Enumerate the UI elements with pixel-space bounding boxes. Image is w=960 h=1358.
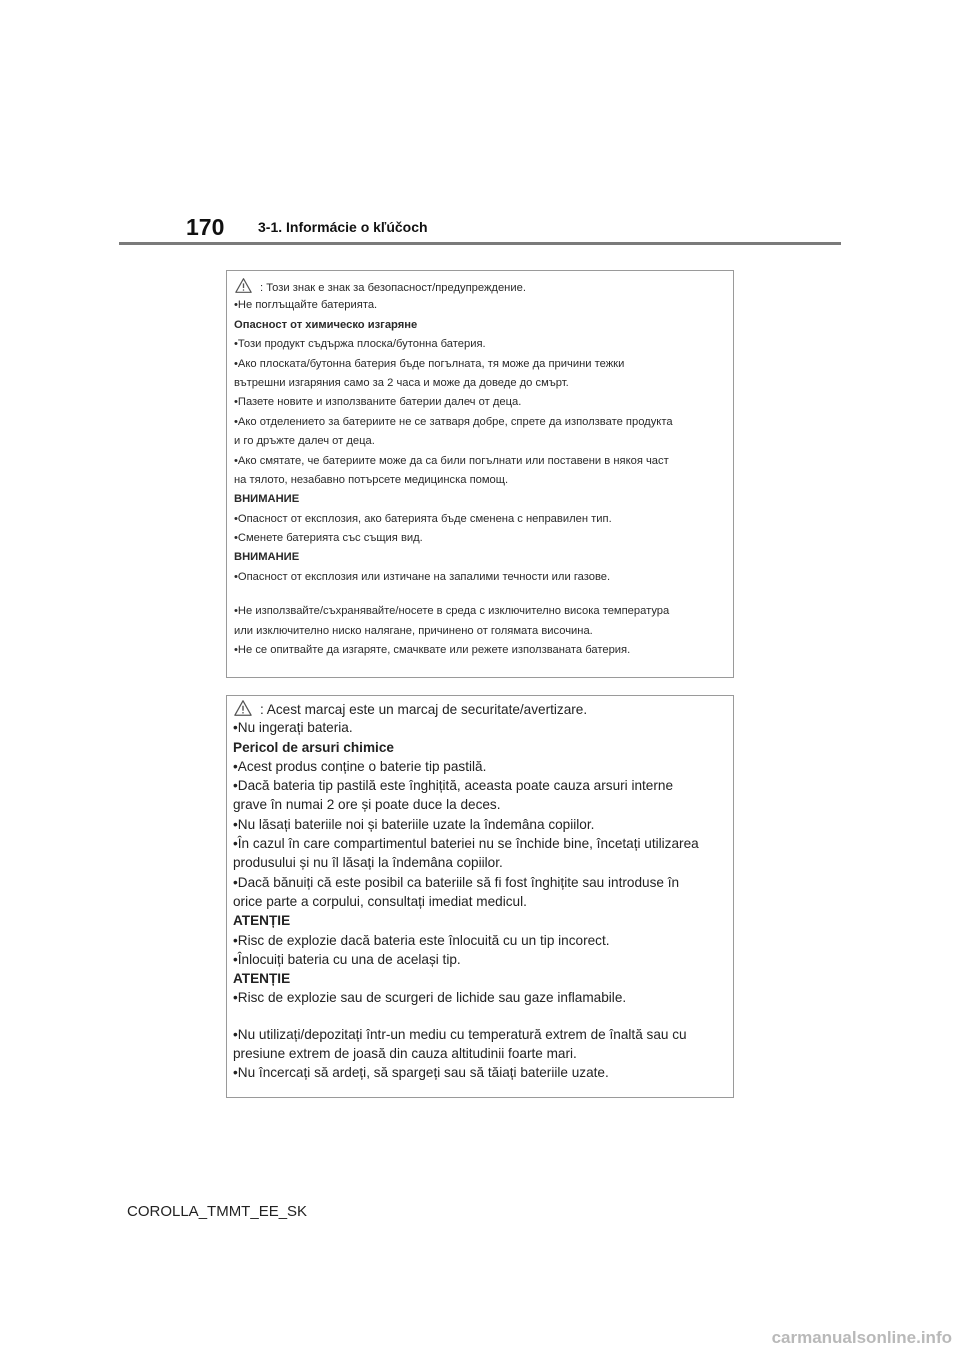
warning-line-text: Опасност от химическо изгаряне bbox=[234, 318, 418, 331]
warning-line bbox=[233, 1044, 733, 1063]
warning-heading bbox=[233, 738, 733, 757]
warning-line-text: ATENȚIE bbox=[233, 913, 291, 929]
warning-line bbox=[234, 568, 733, 587]
warning-line bbox=[234, 355, 733, 374]
warning-line-text: •În cazul în care compartimentul bateriei nu se închide bine, încetați utilizarea bbox=[233, 836, 699, 852]
warning-line-text: вътрешни изгаряния само за 2 часа и може да доведе до смърт. bbox=[234, 376, 569, 389]
warning-line-text: •Nu lăsați bateriile noi și bateriile uzate la îndemâna copiilor. bbox=[233, 816, 595, 832]
section-title: 3-1. Informácie o kľúčoch bbox=[258, 219, 428, 235]
warning-line bbox=[234, 432, 733, 451]
warning-line bbox=[234, 471, 733, 490]
warning-line-text: на тялото, незабавно потърсете медицинска помощ. bbox=[234, 473, 509, 486]
warning-line bbox=[233, 1063, 733, 1082]
warning-line bbox=[233, 718, 733, 737]
warning-line-text: ВНИМАНИЕ bbox=[234, 551, 300, 564]
warning-heading bbox=[233, 969, 733, 988]
warning-line bbox=[233, 815, 733, 834]
warning-line bbox=[234, 413, 733, 432]
warning-line bbox=[234, 296, 733, 315]
warning-line bbox=[233, 988, 733, 1007]
warning-line-text: : Acest marcaj este un marcaj de securitate/avertizare. bbox=[260, 702, 588, 717]
warning-line-text: •Nu utilizați/depozitați într-un mediu cu temperatură extrem de înaltă sau cu bbox=[233, 1026, 687, 1042]
warning-line-text: или изключително ниско налягане, причинено от голямата височина. bbox=[234, 624, 593, 637]
warning-line bbox=[233, 795, 733, 814]
warning-heading bbox=[234, 316, 733, 335]
watermark: carmanualsonline.info bbox=[771, 1328, 952, 1347]
warning-line bbox=[234, 335, 733, 354]
warning-line-text: •Nu încercați să ardeți, să spargeți sau să tăiați bateriile uzate. bbox=[233, 1065, 609, 1081]
warning-line bbox=[234, 529, 733, 548]
warning-line bbox=[234, 393, 733, 412]
warning-line-text: •Опасност от експлозия или изтичане на запалими течности или газове. bbox=[234, 570, 611, 583]
warning-line bbox=[234, 374, 733, 393]
warning-line-text: produsului și nu îl lăsați la îndemâna copiilor. bbox=[233, 855, 503, 871]
warning-heading bbox=[233, 911, 733, 930]
warning-line bbox=[233, 931, 733, 950]
warning-line-text: grave în numai 2 ore și poate duce la deces. bbox=[233, 797, 501, 813]
warning-line-text: ATENȚIE bbox=[233, 971, 291, 987]
warning-line-text: •Dacă bănuiți că este posibil ca bateriile să fi fost înghițite sau introduse în bbox=[233, 874, 680, 890]
warning-line-text: •Сменете батерията със същия вид. bbox=[234, 532, 423, 545]
warning-line-text: orice parte a corpului, consultați imediat medicul. bbox=[233, 893, 527, 909]
page-number: 170 bbox=[186, 214, 225, 240]
warning-line bbox=[233, 834, 733, 853]
document-code: COROLLA_TMMT_EE_SK bbox=[127, 1203, 308, 1220]
warning-line-text: ВНИМАНИЕ bbox=[234, 493, 300, 506]
warning-box-romanian bbox=[226, 695, 734, 1098]
warning-heading bbox=[234, 490, 733, 509]
warning-line-text: •Не поглъщайте батерията. bbox=[234, 299, 378, 312]
warning-line bbox=[233, 1025, 733, 1044]
warning-line-text: •Не се опитвайте да изгаряте, смачквате или режете използваната батерия. bbox=[234, 644, 631, 657]
warning-line-text: •Risc de explozie sau de scurgeri de lichide sau gaze inflamabile. bbox=[233, 990, 627, 1006]
page-header bbox=[0, 0, 960, 250]
warning-line-text: presiune extrem de joasă din cauza altitudinii foarte mari. bbox=[233, 1046, 577, 1062]
header-divider bbox=[119, 242, 841, 245]
warning-line-text: •Ако отделението за батериите не се затваря добре, спрете да използвате продукта bbox=[234, 415, 673, 428]
warning-line-text: •Ако смятате, че батериите може да са били погълнати или поставени в някоя част bbox=[234, 454, 669, 467]
warning-line-text: •Пазете новите и използваните батерии далеч от деца. bbox=[234, 396, 522, 409]
warning-line bbox=[233, 757, 733, 776]
warning-line bbox=[233, 950, 733, 969]
warning-line bbox=[233, 699, 733, 718]
warning-line bbox=[233, 892, 733, 911]
warning-line bbox=[233, 853, 733, 872]
warning-line bbox=[233, 873, 733, 892]
warning-line bbox=[234, 641, 733, 660]
warning-line-text: •Nu ingerați bateria. bbox=[233, 720, 353, 736]
warning-line bbox=[233, 776, 733, 795]
warning-line bbox=[234, 602, 733, 621]
warning-line-text: : Този знак е знак за безопасност/предупреждение. bbox=[260, 282, 526, 294]
warning-line-text: и го дръжте далеч от деца. bbox=[234, 435, 375, 448]
warning-line-text: •Опасност от експлозия, ако батерията бъде сменена с неправилен тип. bbox=[234, 512, 612, 525]
warning-line bbox=[234, 622, 733, 641]
warning-line-text: •Înlocuiți bateria cu una de același tip. bbox=[233, 951, 461, 967]
warning-line-text: •Dacă bateria tip pastilă este înghițită, aceasta poate cauza arsuri interne bbox=[233, 778, 674, 794]
warning-line-text: Pericol de arsuri chimice bbox=[233, 739, 394, 755]
warning-line bbox=[234, 277, 733, 296]
warning-line-text: •Acest produs conține o baterie tip pastilă. bbox=[233, 758, 487, 774]
warning-line bbox=[234, 510, 733, 529]
warning-line bbox=[234, 452, 733, 471]
warning-line-text: •Не използвайте/съхранявайте/носете в среда с изключително висока температура bbox=[234, 605, 670, 618]
warning-box-bulgarian bbox=[226, 270, 734, 678]
warning-line-text: •Risc de explozie dacă bateria este înlocuită cu un tip incorect. bbox=[233, 932, 610, 948]
warning-line-text: •Ако плоската/бутонна батерия бъде погълната, тя може да причини тежки bbox=[234, 357, 625, 370]
warning-heading bbox=[234, 548, 733, 567]
warning-line-text: •Този продукт съдържа плоска/бутонна батерия. bbox=[234, 338, 486, 351]
